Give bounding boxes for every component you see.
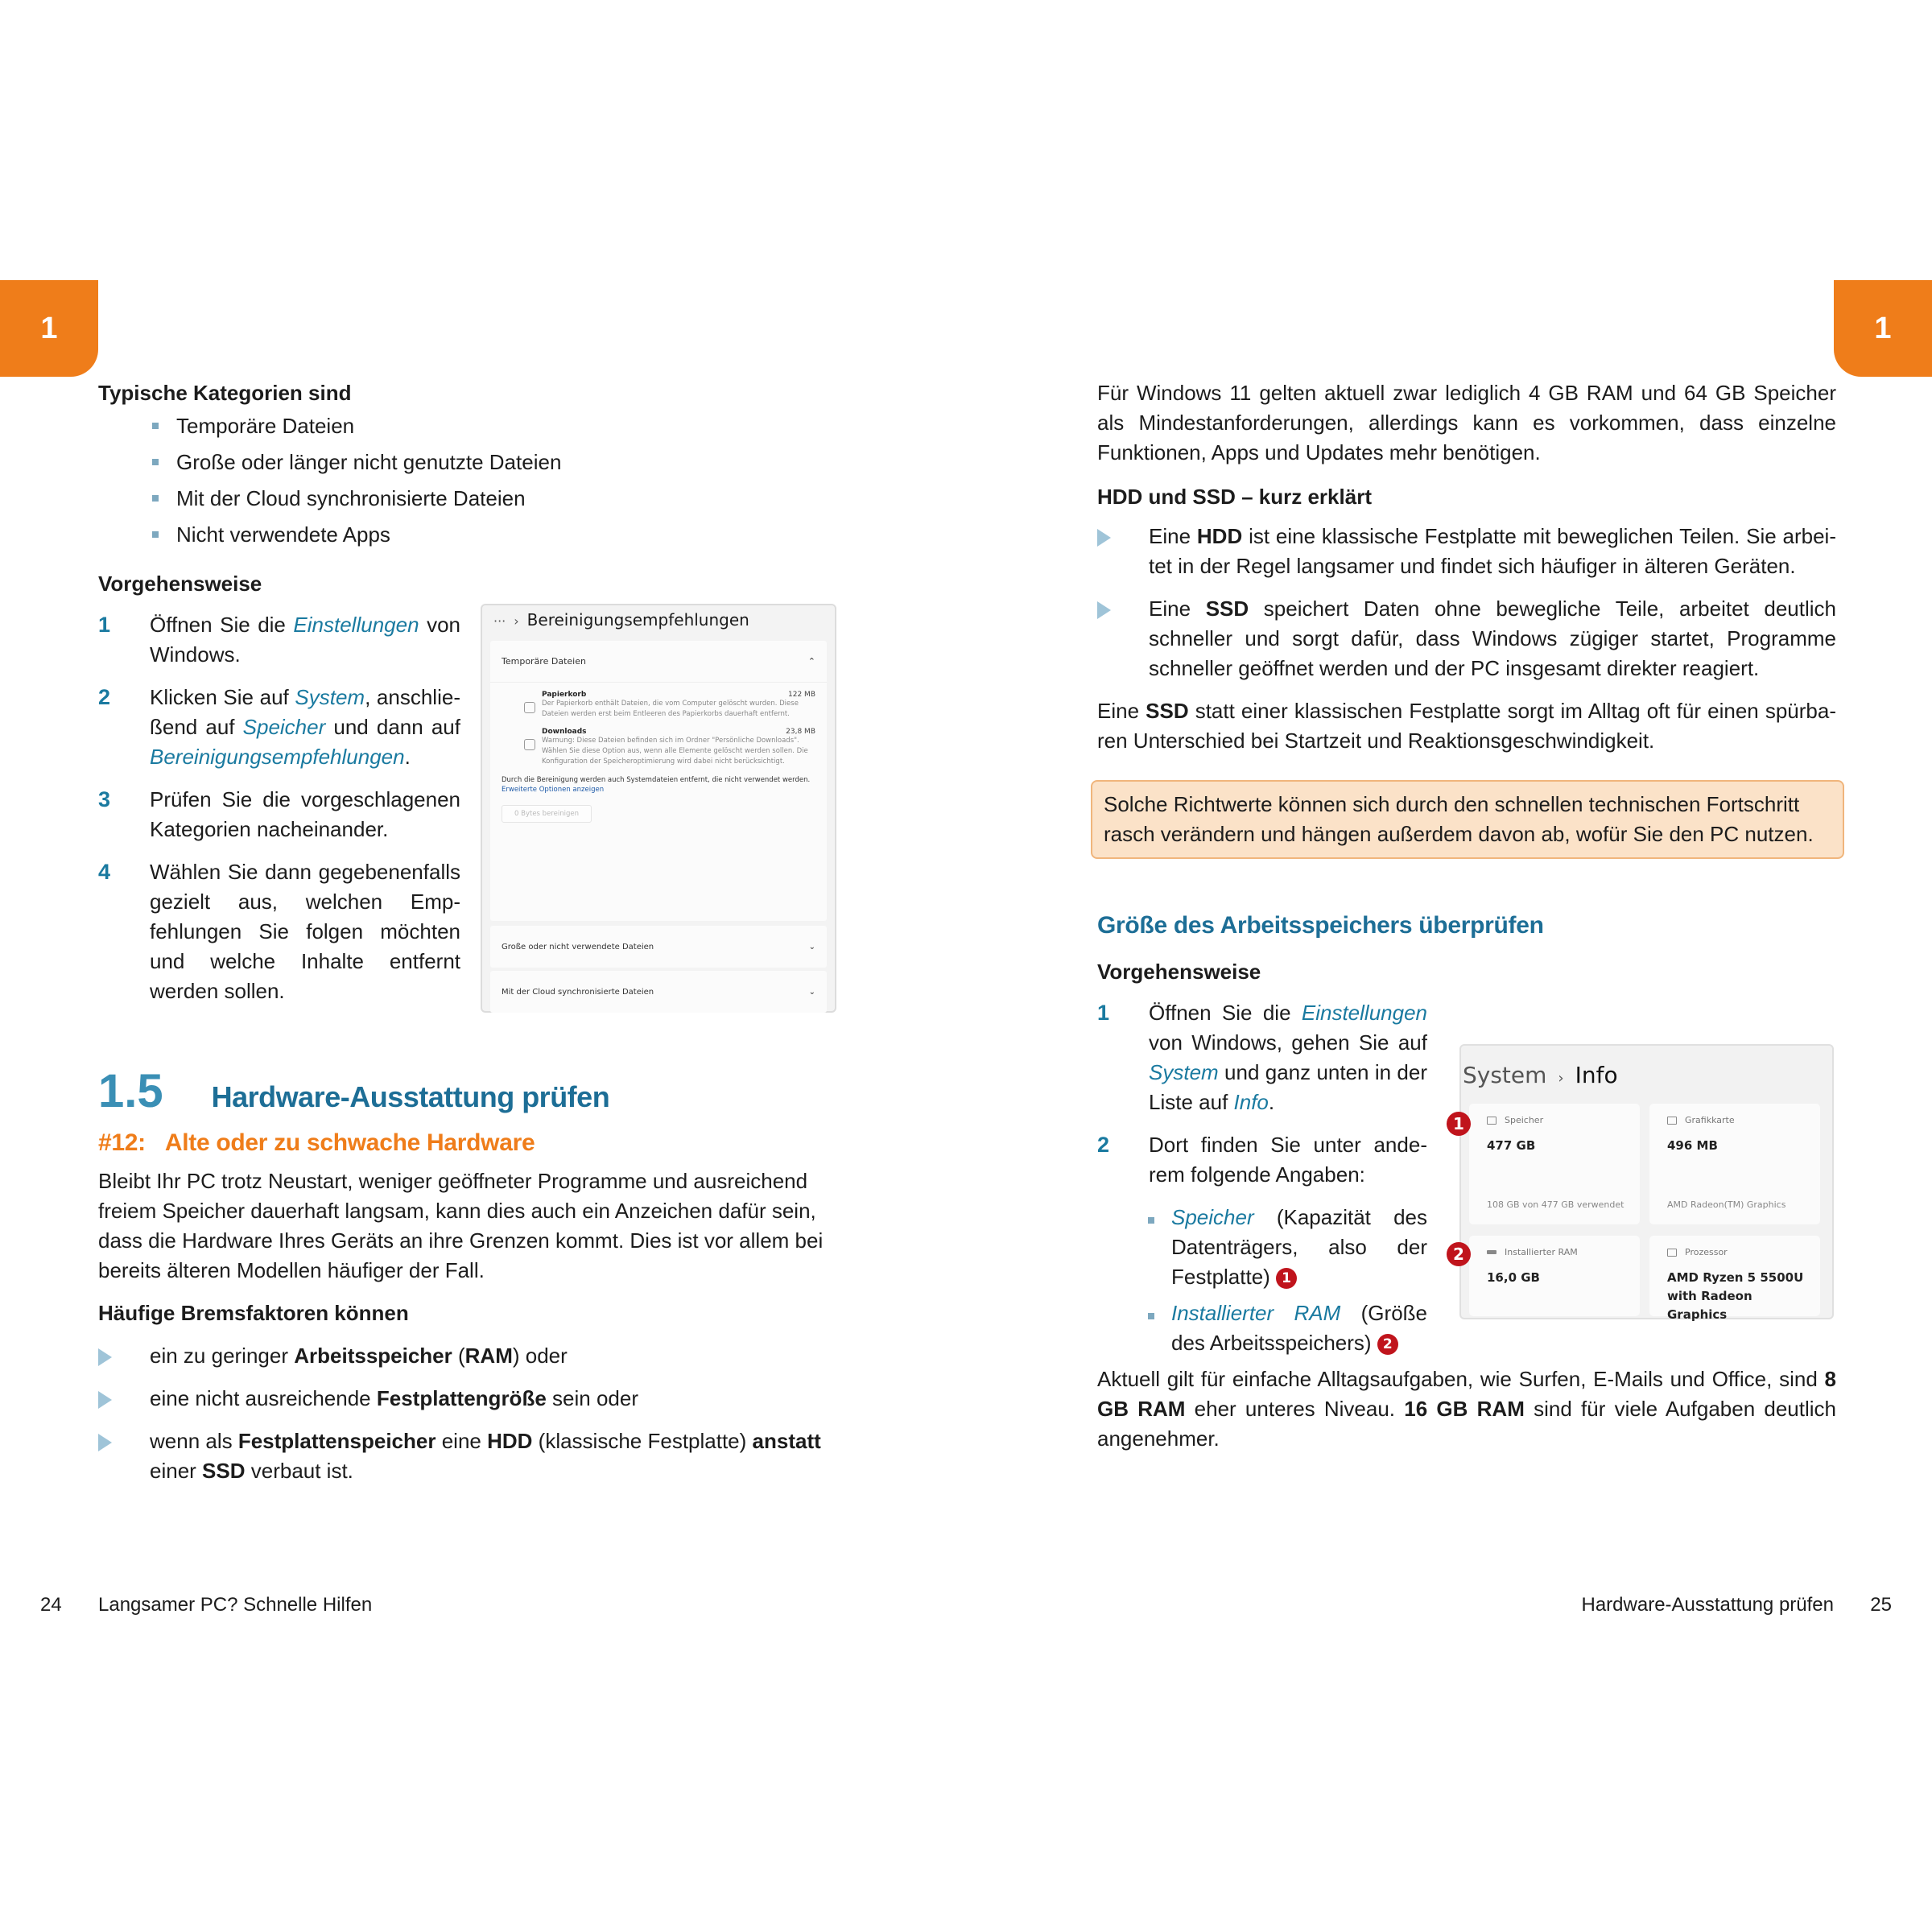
footer-right — [1582, 1594, 1893, 1616]
settings-link: Einstellungen — [293, 613, 419, 637]
step-text: Wählen Sie dann gegebenenfalls gezielt aus, welchen Empfehlungen Sie folgen möchten und welche Inhalte entfernt werden sollen. — [150, 860, 460, 1003]
temp-files-header — [490, 641, 827, 683]
advanced-options-link[interactable]: Erweiterte Optionen anzeigen — [502, 786, 605, 794]
entry-title-row — [542, 728, 815, 736]
cleanup-screenshot — [481, 604, 836, 1013]
hdd-ssd-heading: HDD und SSD – kurz erklärt — [1097, 485, 1372, 509]
downloads-entry — [502, 728, 815, 767]
step-text: und ganz unten in der Liste auf — [1149, 1060, 1427, 1114]
text: ( — [452, 1344, 465, 1368]
text: ein zu geringer — [150, 1344, 295, 1368]
bold-text: HDD — [487, 1429, 533, 1453]
text: (klassische Festplatte) — [532, 1429, 753, 1453]
card-label: Grafikkarte — [1685, 1115, 1735, 1125]
step-text: , anschließend auf — [150, 685, 460, 739]
bold-text: SSD — [202, 1459, 246, 1483]
card-value: AMD Ryzen 5 5500U with Radeon Graphics — [1667, 1270, 1804, 1322]
text: eine nicht ausreichende — [150, 1386, 377, 1410]
list-item — [1094, 1298, 1427, 1358]
bold-text: Festplattengröße — [376, 1386, 547, 1410]
step-text: von Windows. — [150, 613, 460, 667]
procedure-steps — [1097, 998, 1427, 1190]
callout-badge-2: 2 — [1447, 1242, 1471, 1266]
card-subtext: AMD Radeon(TM) Graphics — [1667, 1199, 1786, 1210]
closing-paragraph — [1097, 1364, 1836, 1454]
text: sein oder — [546, 1386, 638, 1410]
graphics-icon — [1667, 1117, 1677, 1125]
footer-left — [40, 1594, 372, 1616]
text: Eine — [1097, 699, 1146, 723]
breadcrumb — [1463, 1062, 1618, 1088]
step-text: von Windows, gehen Sie auf — [1149, 1030, 1427, 1055]
triangle-bullet-icon — [98, 1426, 150, 1486]
list-item — [98, 1384, 837, 1414]
list-item — [1097, 594, 1836, 683]
system-link: System — [295, 685, 365, 709]
categories-heading: Typische Kategorien sind — [98, 381, 352, 405]
entry-description: Warnung: Diese Dateien befinden sich im Ordner "Persönliche Downloads". Wählen Sie diese Option aus, wenn alle Elemente gelöscht werden sollen. Die Konfiguration der Speicheroptimierung wird dabei nicht berücksichtigt. — [542, 737, 808, 766]
chevron-down-icon: ⌄ — [808, 987, 815, 997]
entry-title: Downloads — [542, 728, 587, 736]
processor-card — [1649, 1236, 1820, 1322]
ram-link: Installierter RAM — [1171, 1301, 1341, 1325]
chevron-down-icon: ⌄ — [808, 942, 815, 952]
bold-text: 16 GB RAM — [1404, 1397, 1525, 1421]
step-number: 1 — [98, 613, 111, 637]
bold-text: SSD — [1146, 699, 1189, 723]
storage-link: Speicher — [1171, 1205, 1254, 1229]
text: einer — [150, 1459, 203, 1483]
cloud-files-section[interactable] — [490, 971, 827, 1013]
bold-text: anstatt — [752, 1429, 821, 1453]
callout-badge-1: 1 — [1447, 1112, 1471, 1136]
list-item: Temporäre Dateien — [98, 408, 837, 444]
chapter-number: 1 — [1874, 311, 1892, 345]
entry-title-row — [542, 691, 815, 699]
panel-body — [490, 683, 827, 823]
text: eine — [436, 1429, 488, 1453]
hdd-ssd-list — [1097, 522, 1836, 683]
recycle-bin-entry — [502, 691, 815, 720]
text: eher unteres Niveau. — [1185, 1397, 1405, 1421]
step-number: 1 — [1097, 1001, 1110, 1025]
section-number: 1.5 — [98, 1065, 163, 1117]
callout-badge-2: 2 — [1377, 1334, 1398, 1355]
storage-link: Speicher — [242, 715, 326, 739]
procedure-heading: Vorgehensweise — [1097, 960, 1261, 984]
problem-heading — [98, 1129, 837, 1157]
factors-list — [98, 1341, 837, 1486]
card-value: 16,0 GB — [1487, 1270, 1540, 1285]
step-number: 3 — [98, 787, 111, 811]
step-1 — [98, 610, 460, 670]
note-box: Solche Richtwerte können sich durch den schnellen technischen Fortschritt rasch verändern und hängen außerdem davon ab, wofür Sie den PC nutzen. — [1091, 780, 1844, 859]
chapter-tab-right — [1834, 280, 1932, 377]
card-label-row — [1487, 1247, 1640, 1257]
procedure-block — [98, 569, 460, 1006]
list-item — [98, 1426, 837, 1486]
list-item: Nicht verwendete Apps — [98, 517, 837, 553]
downloads-checkbox[interactable] — [524, 739, 535, 750]
list-item — [98, 1341, 837, 1371]
chapter-number: 1 — [40, 311, 58, 345]
chapter-tab-left — [0, 280, 98, 377]
section-label: Mit der Cloud synchronisierte Dateien — [502, 987, 654, 997]
entry-content — [542, 728, 815, 767]
entry-size: 122 MB — [788, 691, 815, 699]
text: verbaut ist. — [245, 1459, 353, 1483]
ram-procedure — [1097, 957, 1427, 1358]
step-text: Öffnen Sie die — [1149, 1001, 1302, 1025]
step-text: . — [1268, 1090, 1275, 1114]
triangle-bullet-icon — [1097, 522, 1149, 581]
step-text: Klicken Sie auf — [150, 685, 295, 709]
card-label: Installierter RAM — [1505, 1247, 1578, 1257]
text: (Kapazität des Datenträgers, also der Festplatte) — [1171, 1205, 1427, 1289]
procedure-steps — [98, 610, 460, 1006]
intro-paragraph: Für Windows 11 gelten aktuell zwar lediglich 4 GB RAM und 64 GB Speicher als Mindestanforderungen, allerdings kann es vorkommen, dass einzelne Funktionen, Apps und Updates mehr benötigen. — [1097, 381, 1836, 464]
entry-description: Der Papierkorb enthält Dateien, die vom Computer gelöscht wurden. Diese Dateien werden erst beim Entleeren des Papierkorbs dauerhaft entfernt. — [542, 700, 799, 718]
list-item: Große oder länger nicht genutzte Dateien — [98, 444, 837, 481]
cleanup-link: Bereinigungsempfehlungen — [150, 745, 405, 769]
text: Eine — [1149, 597, 1206, 621]
step-number: 4 — [98, 860, 111, 884]
step-2 — [1097, 1130, 1427, 1190]
entry-size: 23,8 MB — [786, 728, 815, 736]
triangle-bullet-icon — [98, 1341, 150, 1371]
ssd-paragraph — [1097, 696, 1836, 756]
triangle-bullet-icon — [98, 1384, 150, 1414]
ram-icon — [1487, 1250, 1496, 1254]
step-text: Prüfen Sie die vorgeschlagenen Kategorien nacheinander. — [150, 787, 460, 841]
section-title: Hardware-Ausstattung prüfen — [211, 1080, 610, 1113]
problem-title: Alte oder zu schwache Hardware — [164, 1129, 535, 1156]
card-subtext: 108 GB von 477 GB verwendet — [1487, 1199, 1624, 1210]
step-text: . — [404, 745, 411, 769]
info-link: Info — [1233, 1090, 1269, 1114]
storage-card — [1469, 1104, 1640, 1224]
triangle-bullet-icon — [1097, 594, 1149, 683]
factors-heading: Häufige Bremsfaktoren können — [98, 1301, 409, 1325]
step-1 — [1097, 998, 1427, 1117]
callout-badge-1: 1 — [1276, 1268, 1297, 1289]
section-heading — [98, 1064, 837, 1118]
bold-text: SSD — [1205, 597, 1249, 621]
page-number: 25 — [1870, 1594, 1892, 1616]
step-number: 2 — [1097, 1133, 1110, 1157]
list-item — [1097, 522, 1836, 581]
breadcrumb-current: Info — [1575, 1062, 1618, 1088]
bold-text: Festplattenspeicher — [237, 1429, 436, 1453]
card-label-row — [1487, 1115, 1640, 1125]
settings-link: Einstellungen — [1301, 1001, 1427, 1025]
text: Aktuell gilt für einfache Alltagsaufgaben, wie Surfen, E-Mails und Office, sind — [1097, 1367, 1825, 1391]
ram-heading: Größe des Arbeitsspeichers überprüfen — [1097, 912, 1544, 939]
card-label-row — [1667, 1247, 1820, 1257]
page-title: Bereinigungsempfehlungen — [526, 610, 749, 630]
list-item: Mit der Cloud synchronisierte Dateien — [98, 481, 837, 517]
temp-files-panel — [490, 641, 827, 921]
bold-text: Arbeitsspeicher — [294, 1344, 452, 1368]
intro-paragraph: Bleibt Ihr PC trotz Neustart, weniger geöffneter Programme und ausreichend freiem Speicher dauerhaft langsam, kann dies auch ein Anzeichen dafür sein, dass die Hardware Ihres Geräts an ihre Grenzen kommt. Dies ist vor allem bei bereits älteren Modellen häufiger der Fall. — [98, 1169, 824, 1282]
running-title: Langsamer PC? Schnelle Hilfen — [98, 1594, 373, 1616]
chevron-right-icon: › — [514, 613, 519, 629]
bold-text: HDD — [1196, 524, 1243, 548]
text: (Größe des Arbeitsspeichers) — [1171, 1301, 1427, 1355]
step-text: Dort finden Sie unter anderem folgende Angaben: — [1149, 1133, 1427, 1187]
procedure-heading: Vorgehensweise — [98, 572, 262, 596]
text: ) oder — [512, 1344, 568, 1368]
entry-content — [542, 691, 815, 720]
storage-icon — [1487, 1117, 1496, 1125]
graphics-card — [1649, 1104, 1820, 1224]
page-number: 24 — [40, 1594, 62, 1616]
more-icon: ··· — [493, 613, 506, 629]
text: wenn als — [150, 1429, 238, 1453]
card-value: 477 GB — [1487, 1138, 1536, 1153]
card-label: Prozessor — [1685, 1247, 1728, 1257]
cleanup-info-text: Durch die Bereinigung werden auch Systemdateien entfernt, die nicht verwendet werden. — [502, 776, 811, 784]
breadcrumb-parent[interactable]: System — [1463, 1062, 1547, 1088]
large-files-section[interactable] — [490, 926, 827, 968]
step-4 — [98, 857, 460, 1006]
card-value: 496 MB — [1667, 1138, 1718, 1153]
entry-title: Papierkorb — [542, 691, 587, 699]
ram-card — [1469, 1236, 1640, 1316]
categories-list — [98, 408, 837, 553]
card-label-row — [1667, 1115, 1820, 1125]
section-label: Große oder nicht verwendete Dateien — [502, 942, 654, 952]
step-number: 2 — [98, 685, 111, 709]
text: sind für viele Aufgaben deutlich angenehmer. — [1097, 1397, 1837, 1451]
text: ist eine klassische Festplatte mit beweglichen Teilen. Sie arbeitet in der Regel langsamer und findet sich häufiger in älteren Geräten. — [1149, 524, 1837, 578]
step-2 — [98, 683, 460, 772]
info-items-list — [1094, 1203, 1427, 1358]
step-3 — [98, 785, 460, 844]
recycle-bin-checkbox[interactable] — [524, 702, 535, 713]
card-label: Speicher — [1505, 1115, 1544, 1125]
running-title: Hardware-Ausstattung prüfen — [1581, 1594, 1834, 1616]
problem-number: #12: — [98, 1129, 146, 1156]
text: statt einer klassischen Festplatte sorgt im Alltag oft für einen spürbaren Unterschied bei Startzeit und Reaktionsgeschwindigkeit. — [1097, 699, 1837, 753]
chevron-right-icon: › — [1558, 1070, 1564, 1087]
processor-icon — [1667, 1249, 1677, 1257]
section-label: Temporäre Dateien — [502, 656, 586, 667]
chevron-up-icon: ⌃ — [807, 656, 815, 667]
system-link: System — [1149, 1060, 1219, 1084]
text: Eine — [1149, 524, 1197, 548]
clean-button[interactable]: 0 Bytes bereinigen — [502, 805, 592, 823]
step-text: Öffnen Sie die — [150, 613, 294, 637]
bold-text: 8 GB RAM — [1097, 1367, 1836, 1421]
system-info-screenshot — [1453, 1044, 1834, 1322]
text: speichert Daten ohne bewegliche Teile, arbeitet deutlich schneller und sorgt dafür, dass Windows zügiger startet, Programme schneller geöffnet werden und der PC insgesamt direkter reagiert. — [1149, 597, 1837, 680]
step-text: und dann auf — [325, 715, 460, 739]
breadcrumb — [493, 610, 749, 630]
bold-text: RAM — [464, 1344, 513, 1368]
list-item — [1094, 1203, 1427, 1292]
